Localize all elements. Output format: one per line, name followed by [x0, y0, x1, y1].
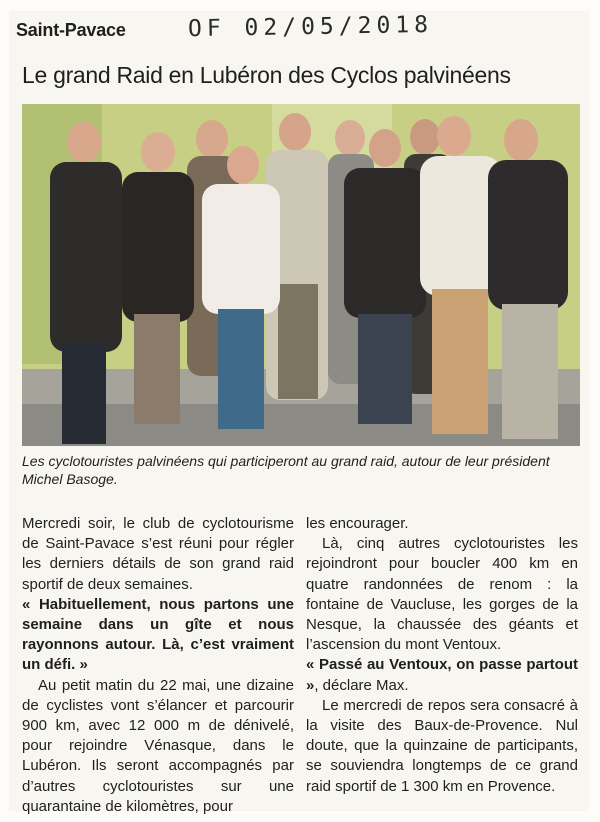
article-paragraph: « Habituellement, nous partons une semaine dans un gîte et nous rayonnons autour. Là, c’est vraiment un défi. »	[22, 595, 294, 674]
article-paragraph: Là, cinq autres cyclotouristes les rejoindront pour boucler 400 km en quatre randonnées de renom : la fontaine de Vaucluse, les gorges de la Nesque, la chaussée des géants et l’ascension du mont Ventoux.	[306, 535, 578, 654]
article-paragraph: Le mercredi de repos sera consacré à la visite des Baux-de-Provence. Nul doute, que la quinzaine de participants, se souviendra longtemps de ce grand raid sportif de 1 300 km en Provence.	[306, 696, 578, 795]
article-quote-attribution: , déclare Max.	[314, 676, 409, 694]
photo-caption: Les cyclotouristes palvinéens qui participeront au grand raid, autour de leur président Michel Basoge.	[22, 453, 550, 487]
section-label: Saint-Pavace	[16, 20, 126, 40]
handwritten-date-note: OF 02/05/2018	[187, 11, 434, 43]
article-paragraph	[306, 655, 578, 695]
article-column-right	[306, 514, 578, 797]
article-column-left	[22, 514, 294, 817]
group-photo	[22, 104, 580, 446]
article-paragraph: les encourager.	[306, 515, 409, 532]
article-paragraph: Au petit matin du 22 mai, une dizaine de cyclistes vont s’élancer et parcourir 900 km, avec 12 000 m de dénivelé, pour rejoindre Vénasque, dans le Lubéron. Ils seront accompagnés par d’autres cyclotouristes sur une quarantaine de kilomètres, pour	[22, 676, 294, 815]
article-headline: Le grand Raid en Lubéron des Cyclos palvinéens	[22, 62, 511, 88]
article-paragraph: Mercredi soir, le club de cyclotourisme de Saint-Pavace s’est réuni pour régler les derniers détails de son grand raid sportif de deux semaines.	[22, 515, 294, 593]
group-photo-illustration	[22, 104, 580, 446]
article-quote: « Passé au Ventoux, on passe partout »	[306, 656, 578, 694]
